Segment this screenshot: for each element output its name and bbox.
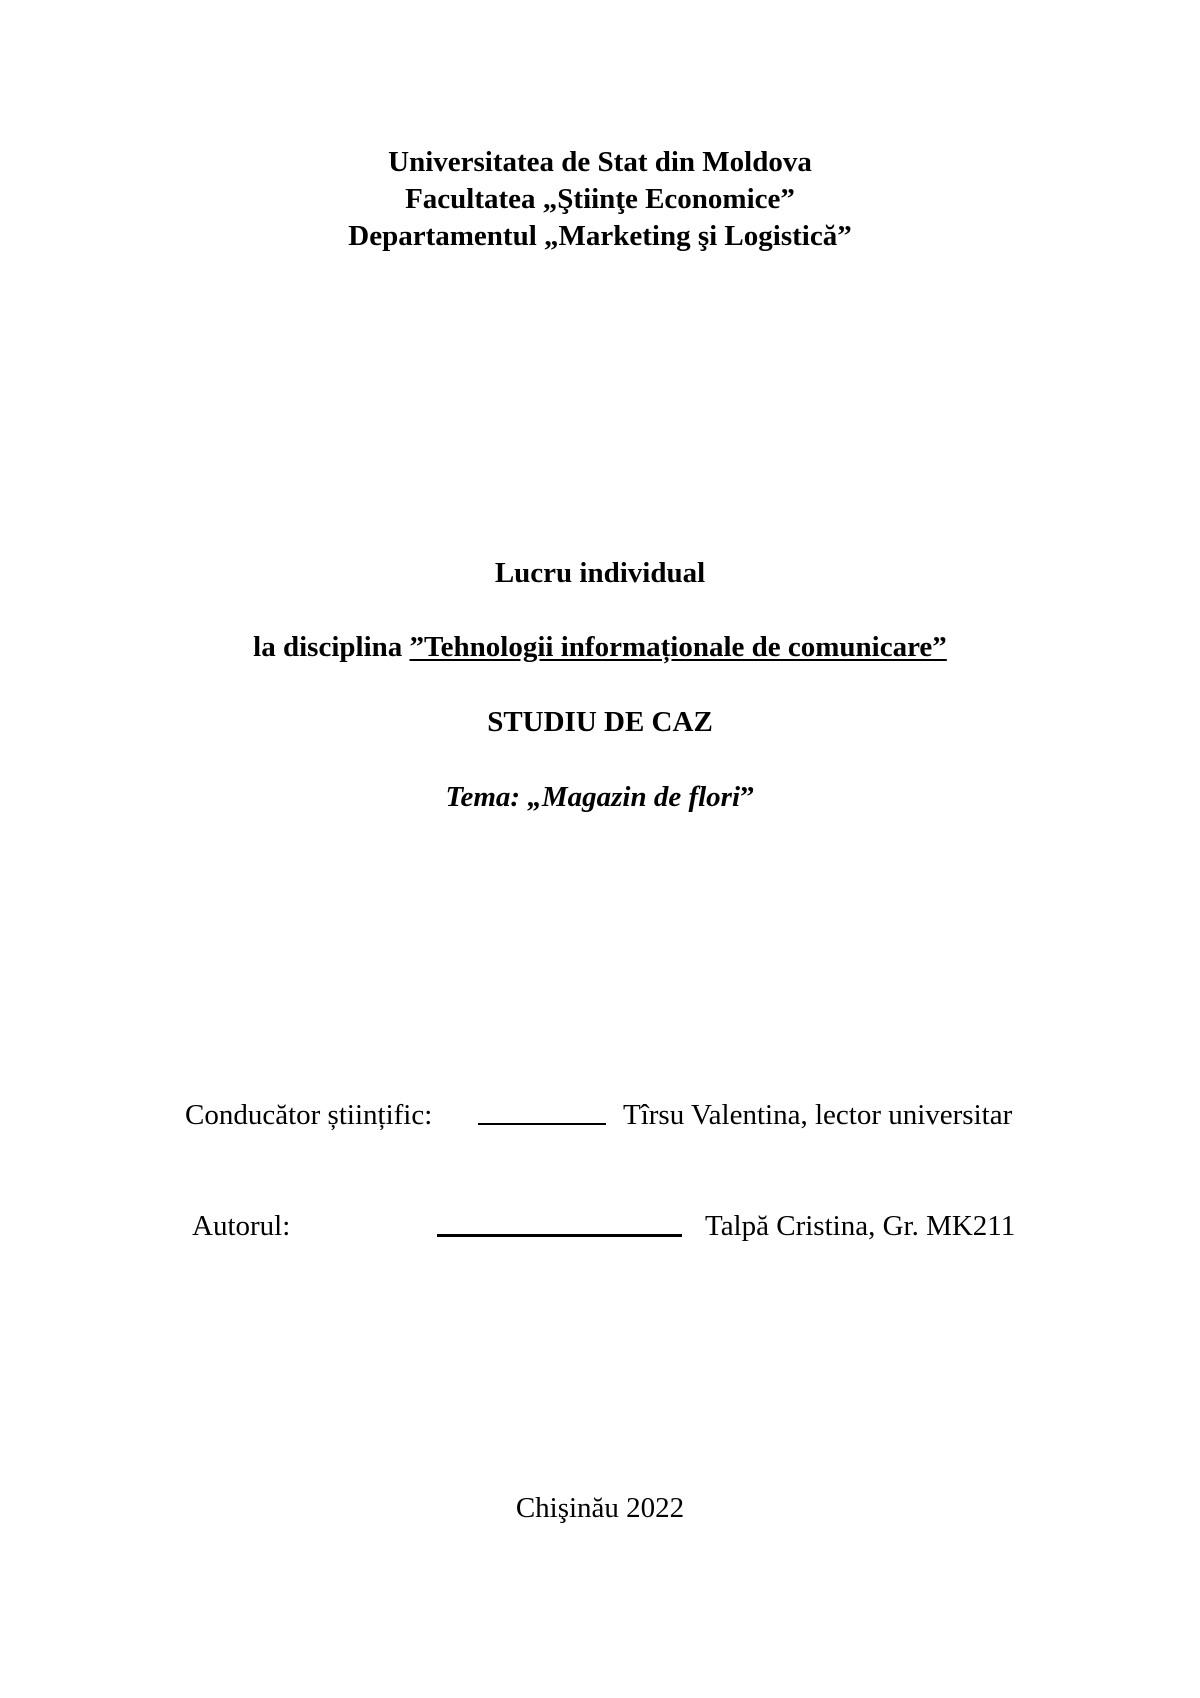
university-name: Universitatea de Stat din Moldova: [388, 146, 812, 178]
author-row: [192, 1208, 1092, 1248]
author-name: Talpă Cristina, Gr. MK211: [705, 1210, 1016, 1242]
discipline-prefix: la disciplina: [253, 631, 410, 663]
department-name: Departamentul „Marketing şi Logistică”: [348, 220, 852, 252]
supervisor-name: Tîrsu Valentina, lector universitar: [623, 1099, 1013, 1131]
author-signature-line: [437, 1208, 682, 1246]
author-label: Autorul:: [192, 1210, 291, 1242]
supervisor-row: [185, 1097, 1085, 1137]
supervisor-signature-line: [478, 1097, 606, 1134]
faculty-name: Facultatea „Ştiinţe Economice”: [405, 183, 795, 215]
study-title: STUDIU DE CAZ: [487, 706, 713, 738]
theme-close-quote: ”: [740, 781, 755, 813]
theme-value: „Magazin de flori: [527, 781, 741, 813]
supervisor-label: Conducător științific:: [185, 1099, 433, 1131]
discipline-name: ”Tehnologii informaționale de comunicare”: [409, 631, 947, 663]
place-year: Chişinău 2022: [515, 1492, 685, 1524]
theme-label: Tema:: [445, 781, 528, 813]
theme-line: [0, 779, 1200, 815]
work-type: Lucru individual: [494, 557, 706, 589]
discipline-line: [0, 629, 1200, 665]
